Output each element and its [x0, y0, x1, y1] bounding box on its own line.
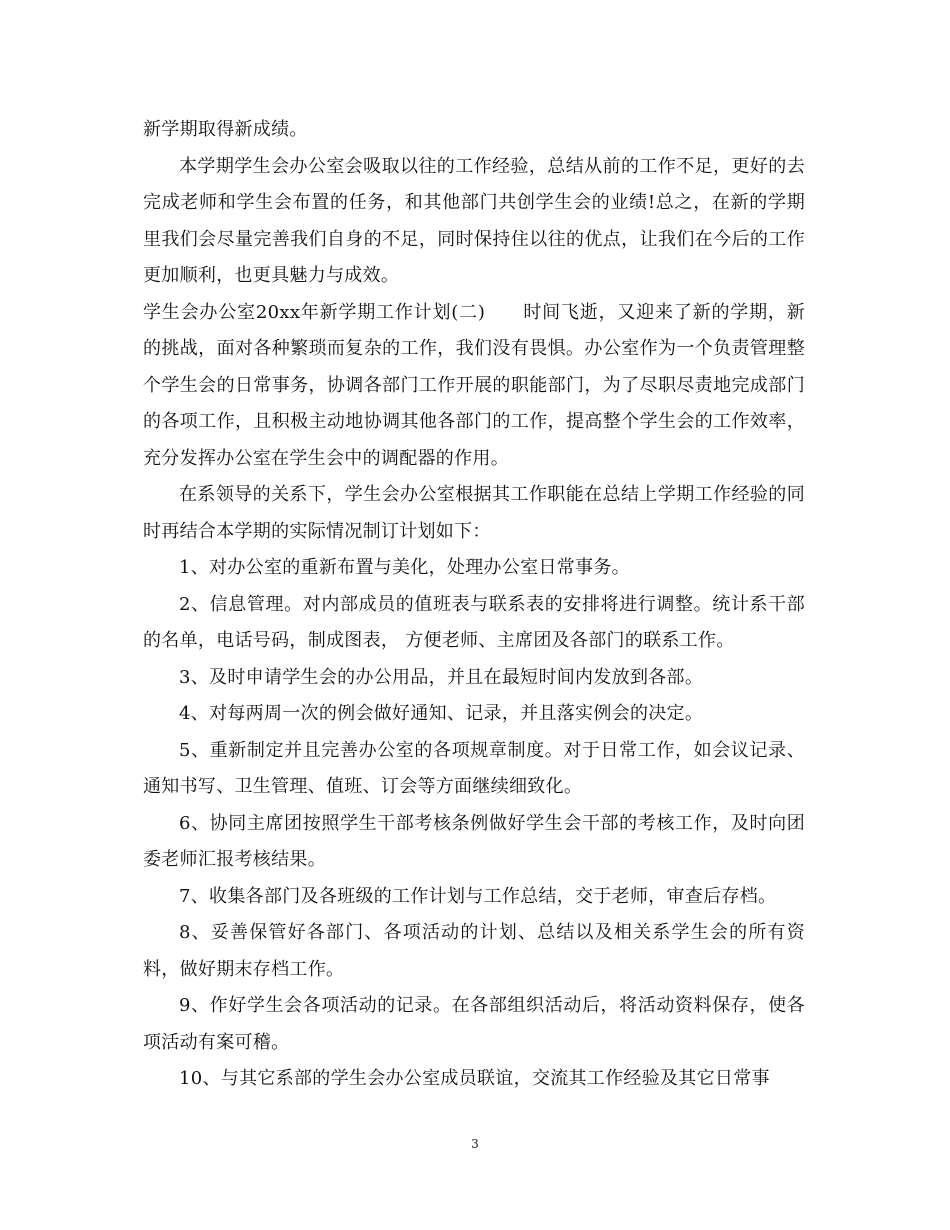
list-item: 5、重新制定并且完善办公室的各项规章制度。对于日常工作，如会议记录、通知书写、卫生管理、值班、订会等方面继续细致化。	[143, 739, 805, 797]
list-item: 4、对每两周一次的例会做好通知、记录，并且落实例会的决定。	[179, 703, 704, 724]
list-item: 3、及时申请学生会的办公用品，并且在最短时间内发放到各部。	[179, 666, 704, 688]
paragraph: 本学期学生会办公室会吸取以往的工作经验，总结从前的工作不足，更好的去完成老师和学生会布置的任务，和其他部门共创学生会的业绩!总之，在新的学期里我们会尽量完善我们自身的不足，同时保持住以往的优点，让我们在今后的工作更加顺利，也更具魅力与成效。	[143, 155, 805, 286]
list-item: 8、妥善保管好各部门、各项活动的计划、总结以及相关系学生会的所有资料，做好期末存档工作。	[143, 922, 805, 980]
list-item: 1、对办公室的重新布置与美化，处理办公室日常事务。	[179, 557, 630, 578]
document-body	[143, 112, 805, 1098]
list-item: 10、与其它系部的学生会办公室成员联谊，交流其工作经验及其它日常事	[179, 1068, 770, 1089]
paragraph: 在系领导的关系下，学生会办公室根据其工作职能在总结上学期工作经验的同时再结合本学期的实际情况制订计划如下：	[143, 484, 805, 542]
page-number: 3	[471, 1137, 479, 1151]
list-item: 2、信息管理。对内部成员的值班表与联系表的安排将进行调整。统计系干部的名单，电话号码，制成图表， 方便老师、主席团及各部门的联系工作。	[143, 593, 805, 651]
list-item: 7、收集各部门及各班级的工作计划与工作总结，交于老师，审查后存档。	[179, 885, 777, 907]
list-item: 6、协同主席团按照学生干部考核条例做好学生会干部的考核工作，及时向团委老师汇报考核结果。	[143, 812, 805, 870]
paragraph: 新学期取得新成绩。	[143, 119, 308, 140]
list-item: 9、作好学生会各项活动的记录。在各部组织活动后，将活动资料保存，使各项活动有案可稽。	[143, 995, 805, 1053]
paragraph-section-title: 学生会办公室20xx年新学期工作计划(二) 时间飞逝，又迎来了新的学期，新的挑战，面对各种繁琐而复杂的工作，我们没有畏惧。办公室作为一个负责管理整个学生会的日常事务，协调各部门工作开展的职能部门，为了尽职尽责地完成部门的各项工作，且积极主动地协调其他各部门的工作，提高整个学生会的工作效率，充分发挥办公室在学生会中的调配器的作用。	[143, 301, 805, 469]
